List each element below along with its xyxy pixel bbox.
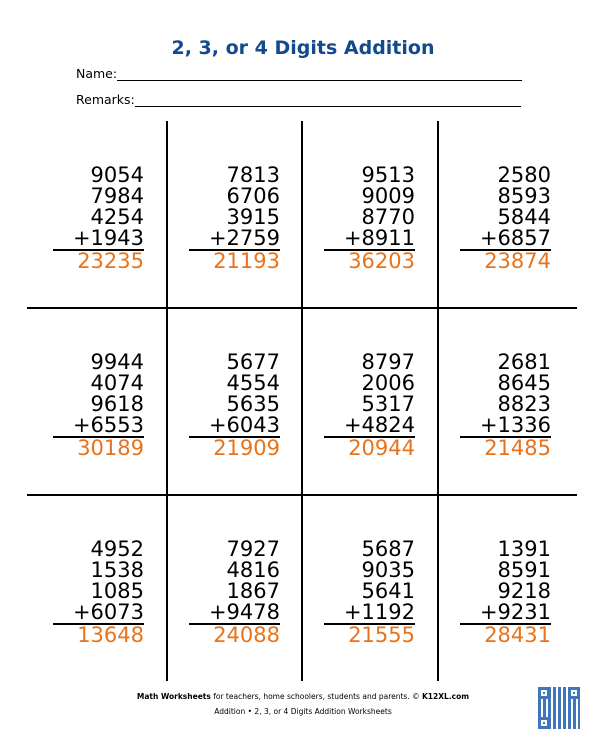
addend: 7813 xyxy=(226,163,280,187)
number-stack xyxy=(189,352,280,459)
qr-code-icon xyxy=(538,687,580,729)
answer: 23235 xyxy=(77,249,144,273)
last-addend: +4824 xyxy=(324,415,415,438)
name-label: Name: xyxy=(76,66,118,81)
addend: 9009 xyxy=(361,184,415,208)
addition-problem xyxy=(8,308,144,494)
addend: 5677 xyxy=(226,350,280,374)
answer: 21909 xyxy=(213,436,280,460)
number-stack xyxy=(189,539,280,646)
remarks-label: Remarks: xyxy=(76,92,135,107)
remarks-field xyxy=(76,92,521,107)
answer: 23874 xyxy=(484,249,551,273)
answer: 21485 xyxy=(484,436,551,460)
number-stack xyxy=(324,165,415,272)
number-stack xyxy=(324,539,415,646)
answer: 30189 xyxy=(77,436,144,460)
addend: 5844 xyxy=(497,205,551,229)
addend: 8770 xyxy=(361,205,415,229)
addend: 1085 xyxy=(90,579,144,603)
footer-brand: Math Worksheets xyxy=(136,692,211,701)
last-addend: +6073 xyxy=(53,602,144,625)
addend: 5687 xyxy=(361,537,415,561)
addend: 2006 xyxy=(361,371,415,395)
footer-subtitle: Addition • 2, 3, or 4 Digits Addition Worksheets xyxy=(214,707,392,716)
addend: 1391 xyxy=(497,537,551,561)
addend: 1538 xyxy=(90,558,144,582)
answer: 13648 xyxy=(77,623,144,647)
remarks-line xyxy=(135,93,521,107)
last-addend: +6857 xyxy=(460,228,551,251)
addend: 8593 xyxy=(497,184,551,208)
addend: 4074 xyxy=(90,371,144,395)
addend: 5317 xyxy=(361,392,415,416)
answer: 36203 xyxy=(348,249,415,273)
last-addend: +9478 xyxy=(189,602,280,625)
addend: 4952 xyxy=(90,537,144,561)
addend: 9035 xyxy=(361,558,415,582)
worksheet-title: 2, 3, or 4 Digits Addition xyxy=(171,37,435,59)
addend: 9944 xyxy=(90,350,144,374)
addend: 2580 xyxy=(497,163,551,187)
addition-problem xyxy=(279,495,415,681)
addend: 5635 xyxy=(226,392,280,416)
answer: 20944 xyxy=(348,436,415,460)
number-stack xyxy=(53,352,144,459)
addend: 4254 xyxy=(90,205,144,229)
answer: 24088 xyxy=(213,623,280,647)
footer-site: K12XL.com xyxy=(422,692,470,701)
addend: 5641 xyxy=(361,579,415,603)
number-stack xyxy=(53,165,144,272)
addition-problem xyxy=(144,308,280,494)
addend: 7984 xyxy=(90,184,144,208)
number-stack xyxy=(324,352,415,459)
number-stack xyxy=(460,165,551,272)
addend: 6706 xyxy=(226,184,280,208)
name-field xyxy=(76,66,522,81)
last-addend: +2759 xyxy=(189,228,280,251)
answer: 21193 xyxy=(213,249,280,273)
addend: 9218 xyxy=(497,579,551,603)
addend: 3915 xyxy=(226,205,280,229)
last-addend: +6043 xyxy=(189,415,280,438)
addend: 9618 xyxy=(90,392,144,416)
addition-problem xyxy=(8,121,144,307)
addend: 9054 xyxy=(90,163,144,187)
last-addend: +8911 xyxy=(324,228,415,251)
number-stack xyxy=(460,352,551,459)
last-addend: +1943 xyxy=(53,228,144,251)
answer: 28431 xyxy=(484,623,551,647)
last-addend: +1192 xyxy=(324,602,415,625)
answer: 21555 xyxy=(348,623,415,647)
addition-problem xyxy=(415,308,551,494)
number-stack xyxy=(53,539,144,646)
addend: 4816 xyxy=(226,558,280,582)
last-addend: +9231 xyxy=(460,602,551,625)
number-stack xyxy=(460,539,551,646)
addition-problem xyxy=(279,121,415,307)
number-stack xyxy=(189,165,280,272)
addition-problem xyxy=(279,308,415,494)
addend: 8823 xyxy=(497,392,551,416)
addend: 9513 xyxy=(361,163,415,187)
addend: 8645 xyxy=(497,371,551,395)
addend: 4554 xyxy=(226,371,280,395)
addend: 7927 xyxy=(226,537,280,561)
addend: 2681 xyxy=(497,350,551,374)
footer-text: for teachers, home schoolers, students and parents. © xyxy=(210,692,422,701)
addition-problem xyxy=(144,495,280,681)
addition-problem xyxy=(144,121,280,307)
name-line xyxy=(117,67,522,81)
footer-credit xyxy=(0,692,606,701)
addition-problem xyxy=(415,495,551,681)
last-addend: +1336 xyxy=(460,415,551,438)
addend: 1867 xyxy=(226,579,280,603)
last-addend: +6553 xyxy=(53,415,144,438)
addend: 8797 xyxy=(361,350,415,374)
addition-problem xyxy=(415,121,551,307)
addition-problem xyxy=(8,495,144,681)
addend: 8591 xyxy=(497,558,551,582)
